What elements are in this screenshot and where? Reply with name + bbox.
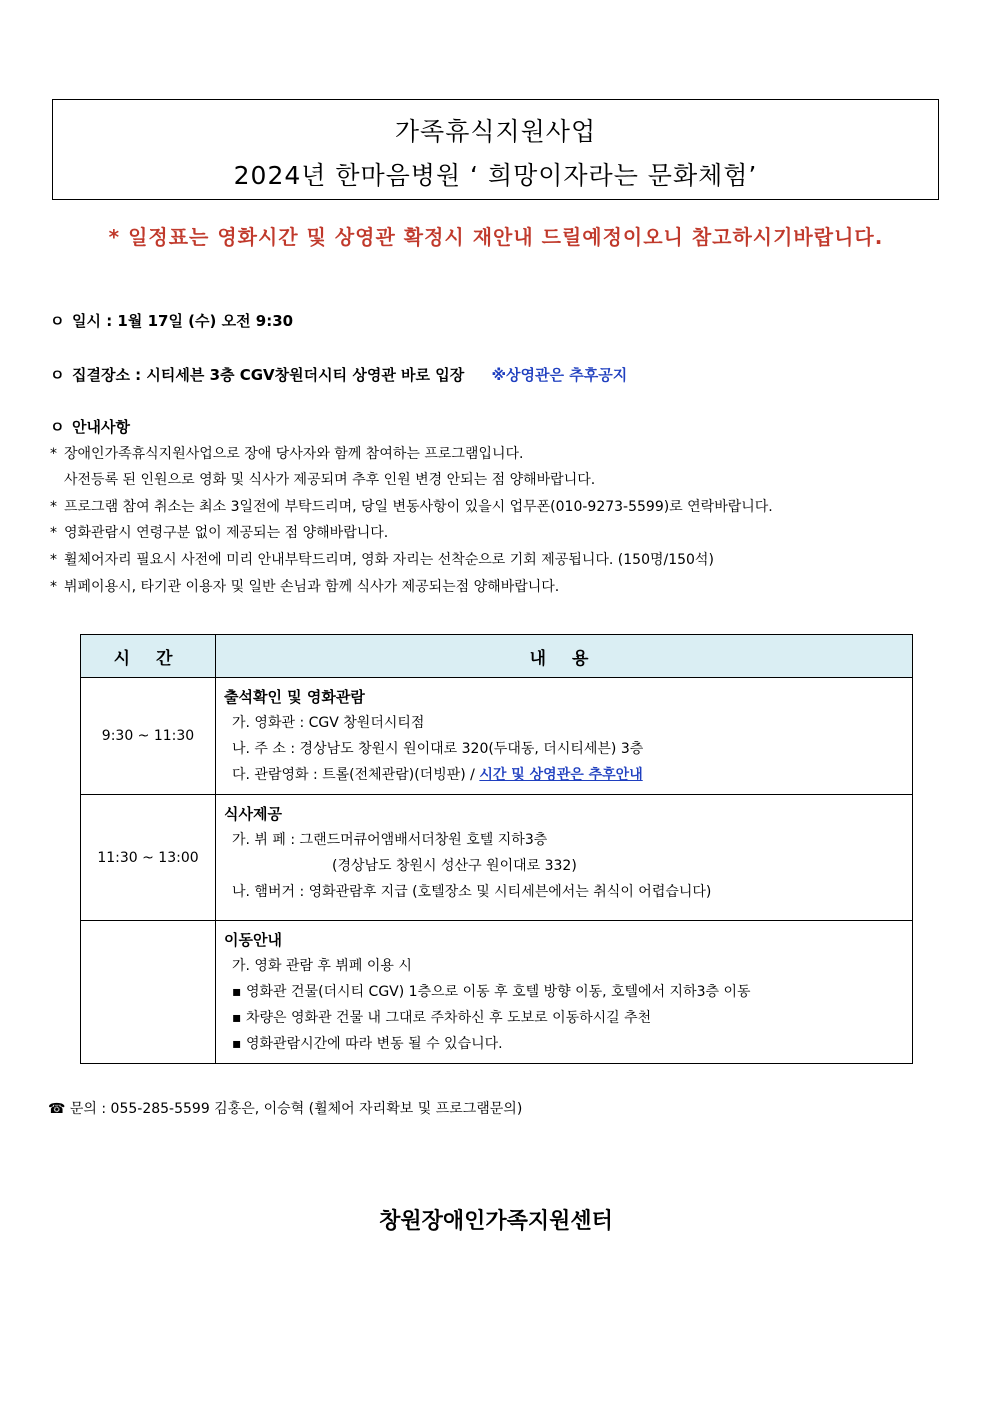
schedule-notice: * 일정표는 영화시간 및 상영관 확정시 재안내 드릴예정이오니 참고하시기바랍니다. bbox=[108, 225, 884, 249]
row-head: 출석확인 및 영화관람 bbox=[224, 688, 365, 706]
note-text: 장애인가족휴식지원사업으로 장애 당사자와 함께 참여하는 프로그램입니다. bbox=[64, 446, 524, 462]
row-head: 식사제공 bbox=[224, 805, 282, 823]
row-line bbox=[224, 762, 904, 788]
row-bullet: ▪ 영화관 건물(더시티 CGV) 1층으로 이동 후 호텔 방향 이동, 호텔에서 지하3층 이동 bbox=[224, 979, 904, 1005]
row-bullet: ▪ 영화관람시간에 따라 변동 될 수 있습니다. bbox=[224, 1031, 904, 1057]
row-time: 11:30 ~ 13:00 bbox=[81, 795, 216, 921]
row-line: 가. 뷔 페 : 그랜드머큐어앰배서더창원 호텔 지하3층 bbox=[232, 832, 548, 848]
note-text: 사전등록 된 인원으로 영화 및 식사가 제공되며 추후 인원 변경 안되는 점 양해바랍니다. bbox=[64, 472, 596, 488]
header-content: 내 용 bbox=[216, 635, 913, 678]
note-item bbox=[64, 469, 595, 489]
info-place-text: 집결장소 : 시티세븐 3층 CGV창원더시티 상영관 바로 입장 bbox=[72, 366, 465, 384]
row-time bbox=[81, 921, 216, 1064]
row-line: 가. 영화 관람 후 뷔페 이용 시 bbox=[232, 958, 412, 974]
note-star: * bbox=[50, 579, 57, 595]
row-line: 나. 주 소 : 경상남도 창원시 원이대로 320(두대동, 더시티세븐) 3층 bbox=[232, 741, 644, 757]
note-text: 프로그램 참여 취소는 최소 3일전에 부탁드리며, 당일 변동사항이 있을시 업무폰(010-9273-5599)로 연락바랍니다. bbox=[64, 499, 773, 515]
table-row bbox=[81, 678, 913, 795]
row-bullet: ▪ 차량은 영화관 건물 내 그대로 주차하신 후 도보로 이동하시길 추천 bbox=[224, 1005, 904, 1031]
row-line: (경상남도 창원시 성산구 원이대로 332) bbox=[332, 858, 577, 874]
info-date-text: 일시 : 1월 17일 (수) 오전 9:30 bbox=[72, 312, 294, 330]
info-place-note: ※상영관은 추후공지 bbox=[491, 366, 628, 384]
note-text: 뷔페이용시, 타기관 이용자 및 일반 손님과 함께 식사가 제공되는점 양해바랍니다. bbox=[64, 579, 560, 595]
schedule-table bbox=[80, 634, 913, 1064]
note-item bbox=[50, 576, 559, 596]
info-bullet: ㅇ bbox=[50, 418, 65, 436]
title-line-2: 2024년 한마음병원 ‘ 희망이자라는 문화체험’ bbox=[233, 161, 758, 190]
note-star: * bbox=[50, 552, 57, 568]
contact-info: ☎ 문의 : 055-285-5599 김홍은, 이승혁 (휠체어 자리확보 및 프로그램문의) bbox=[48, 1101, 523, 1117]
note-item bbox=[50, 496, 773, 516]
row-content bbox=[216, 678, 913, 795]
info-guide-title: 안내사항 bbox=[72, 418, 130, 436]
note-text: 휠체어자리 필요시 사전에 미리 안내부탁드리며, 영화 자리는 선착순으로 기회 제공됩니다. (150명/150석) bbox=[64, 552, 714, 568]
info-guide bbox=[50, 416, 130, 437]
organization-name: 창원장애인가족지원센터 bbox=[379, 1209, 613, 1234]
row-time: 9:30 ~ 11:30 bbox=[81, 678, 216, 795]
info-bullet: ㅇ bbox=[50, 312, 65, 330]
title-box bbox=[52, 99, 939, 200]
table-header-row bbox=[81, 635, 913, 678]
table-row bbox=[81, 795, 913, 921]
row-line-text: 다. 관람영화 : 트롤(전체관람)(더빙판) / bbox=[232, 767, 475, 783]
row-head: 이동안내 bbox=[224, 931, 282, 949]
info-date bbox=[50, 310, 293, 331]
title-line-1: 가족휴식지원사업 bbox=[394, 117, 597, 146]
row-line: 가. 영화관 : CGV 창원더시티점 bbox=[232, 715, 425, 731]
row-content bbox=[216, 921, 913, 1064]
note-text: 영화관람시 연령구분 없이 제공되는 점 양해바랍니다. bbox=[64, 525, 389, 541]
table-row bbox=[81, 921, 913, 1064]
info-bullet: ㅇ bbox=[50, 366, 65, 384]
info-place bbox=[50, 364, 627, 385]
note-star: * bbox=[50, 446, 57, 462]
schedule-tbd-link: 시간 및 상영관은 추후안내 bbox=[479, 767, 643, 783]
note-item bbox=[50, 522, 388, 542]
row-line: 나. 햄버거 : 영화관람후 지급 (호텔장소 및 시티세븐에서는 취식이 어렵습니다) bbox=[232, 884, 712, 900]
note-star: * bbox=[50, 499, 57, 515]
header-time: 시 간 bbox=[81, 635, 216, 678]
note-item bbox=[50, 443, 523, 463]
row-content bbox=[216, 795, 913, 921]
note-star: * bbox=[50, 525, 57, 541]
note-item bbox=[50, 549, 714, 569]
